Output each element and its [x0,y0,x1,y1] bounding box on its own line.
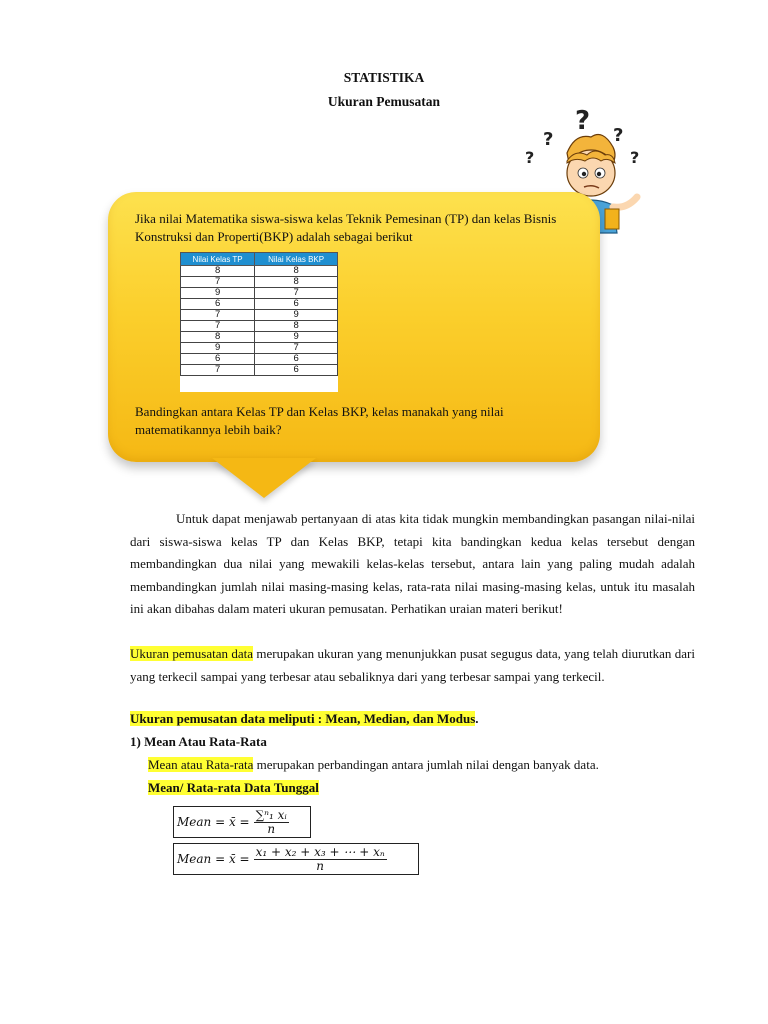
cell-bkp: 8 [255,321,338,332]
table-header-row [181,253,338,266]
formula-lhs: Mean = x̄ = [177,852,250,866]
formula-lhs: Mean = x̄ = [177,815,250,829]
table-row [181,266,338,277]
table-row [181,332,338,343]
cell-tp: 7 [181,310,255,321]
formula-denominator: n [267,821,276,836]
formula-numerator: x₁ + x₂ + x₃ + ⋯ + xₙ [255,844,385,859]
cell-bkp: 6 [255,354,338,365]
cell-tp: 7 [181,277,255,288]
measures-heading-text: Ukuran pemusatan data meliputi : Mean, Median, dan Modus [130,711,476,726]
score-table [180,252,338,376]
table-row [181,288,338,299]
formula-numerator: ∑ⁿ₁ xᵢ [255,807,287,822]
cell-bkp: 9 [255,332,338,343]
intro-paragraph: Untuk dapat menjawab pertanyaan di atas kita tidak mungkin membandingkan pasangan nilai-nilai dari siswa-siswa kelas TP dan Kelas BKP, tetapi kita bandingkan kedua kelas tersebut dengan membandingkan dua nilai yang mewakili kelas-kelas tersebut, antara lain yang paling mudah adalah membandingkan jumlah nilai masing-masing kelas, rata-rata nilai masing-masing kelas, untuk itu masalah ini akan dibahas dalam materi ukuran pemusatan. Perhatikan uraian materi berikut! [130,511,695,617]
subsection-heading [148,780,319,796]
callout-intro-text: Jika nilai Matematika siswa-siswa kelas Teknik Pemesinan (TP) dan kelas Bisnis Konstruksi dan Properti(BKP) adalah sebagai berikut [135,211,557,244]
definition-paragraph [130,643,695,688]
cell-tp: 9 [181,343,255,354]
cell-tp: 7 [181,365,255,376]
mean-formula-expanded [173,843,419,875]
cell-bkp: 8 [255,266,338,277]
cell-bkp: 6 [255,365,338,376]
table-row [181,277,338,288]
measures-heading [130,711,479,727]
cell-tp: 6 [181,299,255,310]
section-heading-mean: 1) Mean Atau Rata-Rata [130,734,267,749]
table-row [181,310,338,321]
formula-fraction [254,846,387,873]
svg-text:?: ? [575,106,591,136]
score-table-container [180,252,338,392]
column-header-bkp: Nilai Kelas BKP [255,253,338,266]
svg-text:?: ? [543,129,554,150]
svg-text:?: ? [525,148,535,167]
svg-text:?: ? [630,148,640,167]
cell-tp: 8 [181,332,255,343]
mean-definition [148,757,599,773]
page-subtitle: Ukuran Pemusatan [327,94,441,109]
cell-bkp: 7 [255,343,338,354]
table-row [181,299,338,310]
mean-formula-sum [173,806,311,838]
cell-bkp: 8 [255,277,338,288]
mean-definition-text: merupakan perbandingan antara jumlah nilai dengan banyak data. [253,757,599,772]
table-row [181,365,338,376]
highlighted-term: Ukuran pemusatan data [130,646,254,661]
page-title: STATISTIKA [343,70,425,85]
table-row [181,343,338,354]
formula-denominator: n [316,858,325,873]
mean-term: Mean atau Rata-rata [148,757,254,772]
svg-text:?: ? [613,125,624,146]
subsection-heading-text: Mean/ Rata-rata Data Tunggal [148,780,319,795]
table-row [181,321,338,332]
column-header-tp: Nilai Kelas TP [181,253,255,266]
measures-heading-period: . [475,711,479,726]
cell-bkp: 9 [255,310,338,321]
formula-fraction [254,809,289,836]
cell-tp: 7 [181,321,255,332]
cell-bkp: 7 [255,288,338,299]
cell-tp: 9 [181,288,255,299]
cell-bkp: 6 [255,299,338,310]
cell-tp: 6 [181,354,255,365]
definition-text: merupakan ukuran yang menunjukkan pusat segugus data, yang telah diurutkan dari yang terkecil sampai yang terbesar atau sebaliknya dari yang terbesar sampai yang terkecil. [130,646,695,684]
callout-tail [212,458,316,498]
cell-tp: 8 [181,266,255,277]
callout-question-text: Bandingkan antara Kelas TP dan Kelas BKP, kelas manakah yang nilai matematikannya lebih baik? [135,404,504,437]
table-row [181,354,338,365]
